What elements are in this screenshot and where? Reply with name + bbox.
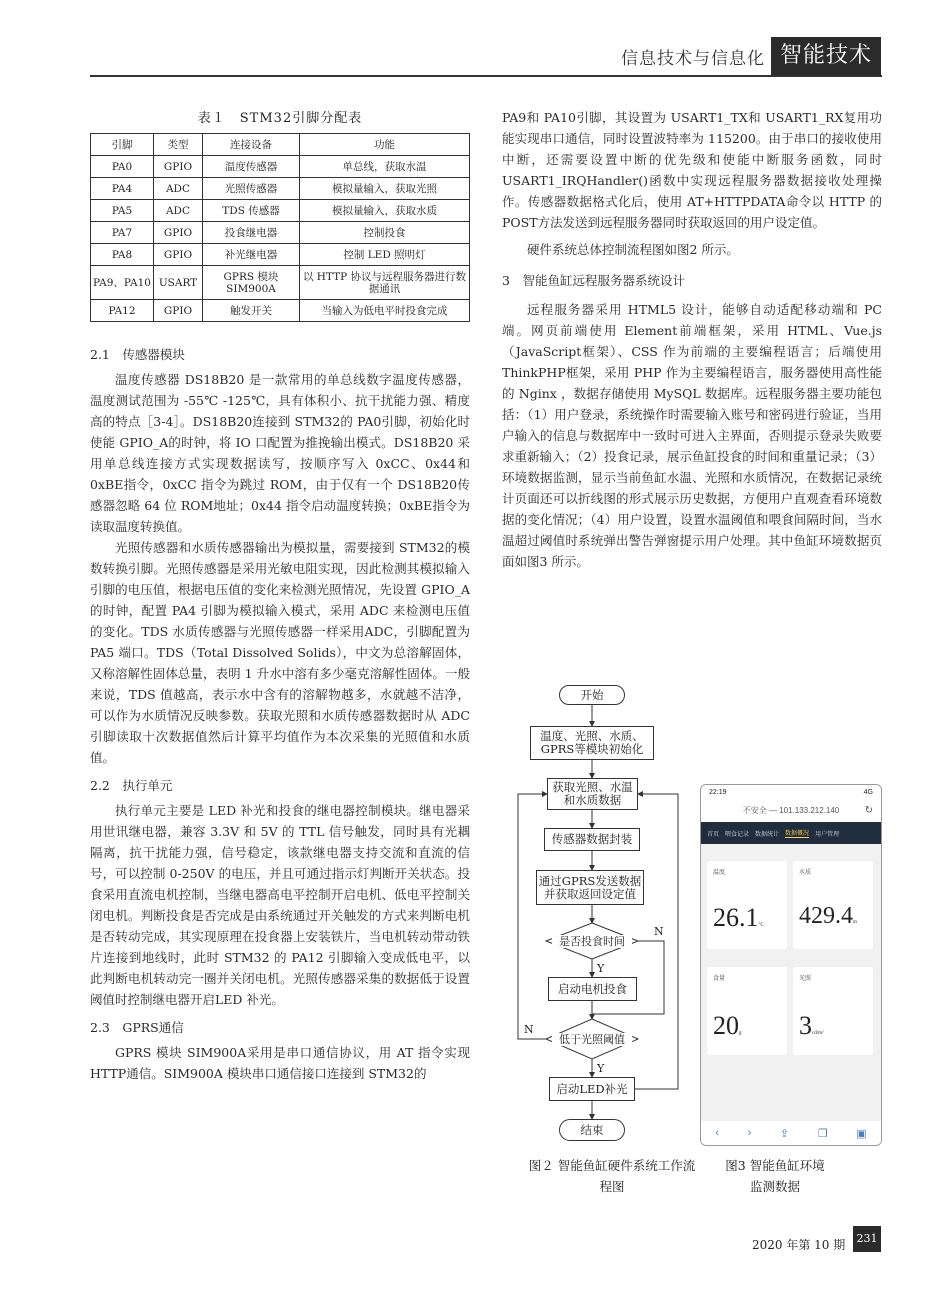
phone-url-bar (701, 800, 881, 822)
tabs-icon: ▣ (856, 1127, 867, 1140)
table-cell: 模拟量输入，获取光照 (300, 178, 470, 200)
phone-time: 22:19 (709, 789, 727, 796)
flow-led: 启动LED补光 (549, 1077, 635, 1101)
table-cell: PA4 (91, 178, 154, 200)
figure-2-caption: 图２ 智能鱼缸硬件系统工作流程图 (528, 1158, 696, 1194)
card-value: 3cd/m² (799, 1011, 824, 1040)
card-light (793, 967, 873, 1055)
table-header-cell: 引脚 (91, 134, 154, 156)
tab-statistics: 数据统计 (755, 831, 780, 838)
flow-start: 开始 (559, 685, 625, 705)
card-value: 26.1°C (713, 903, 764, 932)
flow-feed: 启动电机投食 (548, 977, 637, 1001)
card-food (707, 967, 787, 1055)
reload-icon: ↻ (864, 805, 873, 816)
phone-browser-toolbar (701, 1121, 881, 1145)
section-title: 2.1 传感器模块 (90, 347, 185, 362)
table-cell: 光照传感器 (203, 178, 300, 200)
paragraph: GPRS 模块 SIM900A采用是串口通信协议，用 AT 指令实现 HTTP通信。SIM900A 模块串口通信接口连接到 STM32的 (90, 1045, 470, 1081)
table-cell: ADC (154, 178, 203, 200)
flow-light-decision: 低于光照阈值 (552, 1033, 632, 1046)
paragraph: 光照传感器和水质传感器输出为模拟量，需要接到 STM32的模数转换引脚。光照传感器是采用光敏电阻实现，因此检测其模拟输入引脚的电压值，根据电压值的变化来检测光照情况，先设置 GPIO_A 的时钟，配置 PA4 引脚为模拟输入模式，采用 ADC 来检测电压值的变化。TDS 水质传感器与光照传感器一样采用ADC，引脚配置为 PA5 端口。TDS（Total Dissolved Solids），中文为总溶解固体，又称溶解性固体总量，表明 1 升水中溶有多少毫克溶解性固体。一般来说，TDS 值越高，表示水中含有的溶解物越多，水就越不洁净，可以作为水质情况反映参数。获取光照和水质传感器数据时从 ADC 引脚读取十次数据值然后计算平均值作为本次采集的光照值和水质值。 (90, 540, 470, 765)
table-cell: 补光继电器 (203, 244, 300, 266)
flow-yes-label: Y (597, 962, 605, 975)
flow-init: 温度、光照、水质、GPRS等模块初始化 (530, 726, 654, 760)
section-title: 2.3 GPRS通信 (90, 1020, 184, 1035)
table-cell: PA7 (91, 222, 154, 244)
table-cell: 模拟量输入，获取水质 (300, 200, 470, 222)
phone-url: 不安全 — 101.133.212.140 (742, 806, 840, 815)
table-row (91, 156, 470, 178)
card-water-quality (793, 861, 873, 949)
table-cell: 以 HTTP 协议与远程服务器进行数据通讯 (300, 266, 470, 300)
flow-send: 通过GPRS发送数据并获取返回设定值 (536, 870, 644, 905)
table-cell: 控制 LED 照明灯 (300, 244, 470, 266)
flow-pack: 传感器数据封装 (544, 828, 640, 851)
table-cell: 控制投食 (300, 222, 470, 244)
left-column (90, 337, 470, 1084)
card-label: 水质 (799, 870, 812, 876)
table-row (91, 244, 470, 266)
flow-no-label: N (524, 1023, 534, 1036)
flow-end: 结束 (559, 1119, 625, 1141)
table-header-cell: 功能 (300, 134, 470, 156)
share-icon: ⇪ (779, 1127, 790, 1140)
pin-table (90, 133, 470, 322)
journal-section: 信息技术与信息化 (621, 49, 765, 69)
table-cell: 当输入为低电平时投食完成 (300, 300, 470, 322)
table-cell: 单总线，获取水温 (300, 156, 470, 178)
table-row (91, 300, 470, 322)
table-header-cell: 连接设备 (203, 134, 300, 156)
card-value: 20g (713, 1011, 742, 1040)
section-title: 3 智能鱼缸远程服务器系统设计 (502, 273, 685, 288)
table-cell: PA9、PA10 (91, 266, 154, 300)
table-cell: GPIO (154, 222, 203, 244)
phone-nav-tabs (701, 822, 881, 844)
table-row (91, 178, 470, 200)
table-cell: PA5 (91, 200, 154, 222)
table-cell: GPIO (154, 300, 203, 322)
journal-category: 智能技术 (771, 37, 881, 75)
phone-signal: 4G (863, 789, 873, 796)
table-row (91, 200, 470, 222)
tab-users: 用户管理 (815, 831, 840, 838)
table-cell: GPRS 模块 SIM900A (203, 266, 300, 300)
issue-date: 2020 年第 10 期 (752, 1238, 846, 1252)
card-label: 温度 (713, 870, 726, 876)
table-row (91, 222, 470, 244)
card-value: 429.4m (799, 903, 857, 929)
table-cell: GPIO (154, 244, 203, 266)
phone-screenshot (700, 784, 882, 1146)
table-cell: USART (154, 266, 203, 300)
back-icon: ‹ (715, 1127, 719, 1139)
bookmarks-icon: ❐ (817, 1127, 828, 1140)
card-label: 光照 (799, 976, 812, 982)
paragraph: 执行单元主要是 LED 补光和投食的继电器控制模块。继电器采用世讯继电器，兼容 3.3V 和 5V 的 TTL 信号触发，同时具有光耦隔离，抗干扰能力强，信号稳定，该款继电器支持交流和直流的信号，可以控制 0-250V 的电压，并且可通过指示灯判断开关状态。投食采用直流电机控制，当继电器高电平控制开启电机、低电平控制关闭电机。判断投食是否完成是由系统通过开关触发的方式来判断电机是否转动完成，其实现原理在投食器上安装铁片，当电机转动带动铁片连接到地线时，此时 STM32 的 PA12 引脚输入变成低电平，以此判断电机转动完一圈并关闭电机。光照传感器采集的数据低于设置阈值时控制继电器开启LED 补光。 (90, 803, 470, 1007)
card-temperature (707, 861, 787, 949)
figure-3-caption: 图3 智能鱼缸环境监测数据 (725, 1158, 825, 1194)
section-title: 2.2 执行单元 (90, 778, 173, 793)
flow-yes-label: Y (597, 1062, 605, 1075)
phone-status-bar (701, 785, 881, 800)
table-cell: 触发开关 (203, 300, 300, 322)
tab-feed-records: 喂食记录 (725, 831, 750, 838)
table-cell: 温度传感器 (203, 156, 300, 178)
flowchart (512, 683, 682, 1153)
table-cell: PA0 (91, 156, 154, 178)
tab-home: 首页 (707, 831, 720, 838)
paragraph: 温度传感器 DS18B20 是一款常用的单总线数字温度传感器，温度测试范围为 -55℃ -125℃，具有体积小、抗干扰能力强、精度高的特点［3-4］。DS18B20连接到 STM32的 PA0引脚，初始化时使能 GPIO_A的时钟，将 IO 口配置为推挽输出模式。DS18B20 采用单总线连接方式实现数据读写，按顺序写入 0xCC、0x44和 0xBE指令，0xCC 指令为跳过 ROM，由于仅有一个 DS18B20传感器忽略 64 位 ROM地址；0x44 指令启动温度转换；0xBE指令为读取温度转换值。 (90, 372, 470, 534)
table-header-row (91, 134, 470, 156)
paragraph: PA9和 PA10引脚，其设置为 USART1_TX和 USART1_RX复用功能实现串口通信，同时设置波特率为 115200。由于串口的接收使用中断，还需要设置中断的优先级和使能中断服务函数，同时 USART1_IRQHandler()函数中实现远程服务器数据接收处理操作。传感器数据格式化后，使用 AT+HTTPDATA命令以 HTTP 的 POST方法发送到远程服务器同时获取返回的用户设定值。 (502, 110, 882, 230)
table-cell: TDS 传感器 (203, 200, 300, 222)
flow-no-label: N (654, 925, 664, 938)
table-cell: 投食继电器 (203, 222, 300, 244)
table-caption: 表１ STM32引脚分配表 (197, 111, 363, 126)
card-label: 食量 (713, 976, 726, 982)
table-header-cell: 类型 (154, 134, 203, 156)
table-cell: PA12 (91, 300, 154, 322)
forward-icon: › (747, 1127, 752, 1139)
paragraph: 远程服务器采用 HTML5 设计，能够自动适配移动端和 PC 端。网页前端使用 Element前端框架，采用 HTML、Vue.js（JavaScript框架）、CSS 作为前端的主要编程语言；后端使用 ThinkPHP框架，采用 PHP 作为主要编程语言，服务器使用高性能的 Nginx ，数据存储使用 MySQL 数据库。远程服务器主要功能包括：（1）用户登录，系统操作时需要输入账号和密码进行验证，当用户输入的信息与数据库中一致时可进入主界面，否则提示登录失败要求重新输入；（2）投食记录，展示鱼缸投食的时间和重量记录；（3）环境数据监测，显示当前鱼缸水温、光照和水质情况，在数据记录统计页面还可以折线图的形式展示历史数据，方便用户直观查看环境数据的变化情况；（4）用户设置，设置水温阈值和喂食间隔时间，当水温超过阈值时系统弹出警告弹窗提示用户处理。其中鱼缸环境数据页面如图3 所示。 (502, 302, 882, 569)
table-cell: ADC (154, 200, 203, 222)
paragraph: 硬件系统总体控制流程图如图2 所示。 (527, 242, 739, 257)
right-column (502, 107, 882, 572)
header-rule (90, 75, 882, 77)
table-cell: PA8 (91, 244, 154, 266)
flow-feed-decision: 是否投食时间 (552, 935, 632, 948)
page-number: 231 (853, 1226, 881, 1252)
table-row (91, 266, 470, 300)
tab-overview: 数据概况 (785, 828, 809, 838)
table-cell: GPIO (154, 156, 203, 178)
flow-read: 获取光照、水温和水质数据 (547, 778, 638, 810)
